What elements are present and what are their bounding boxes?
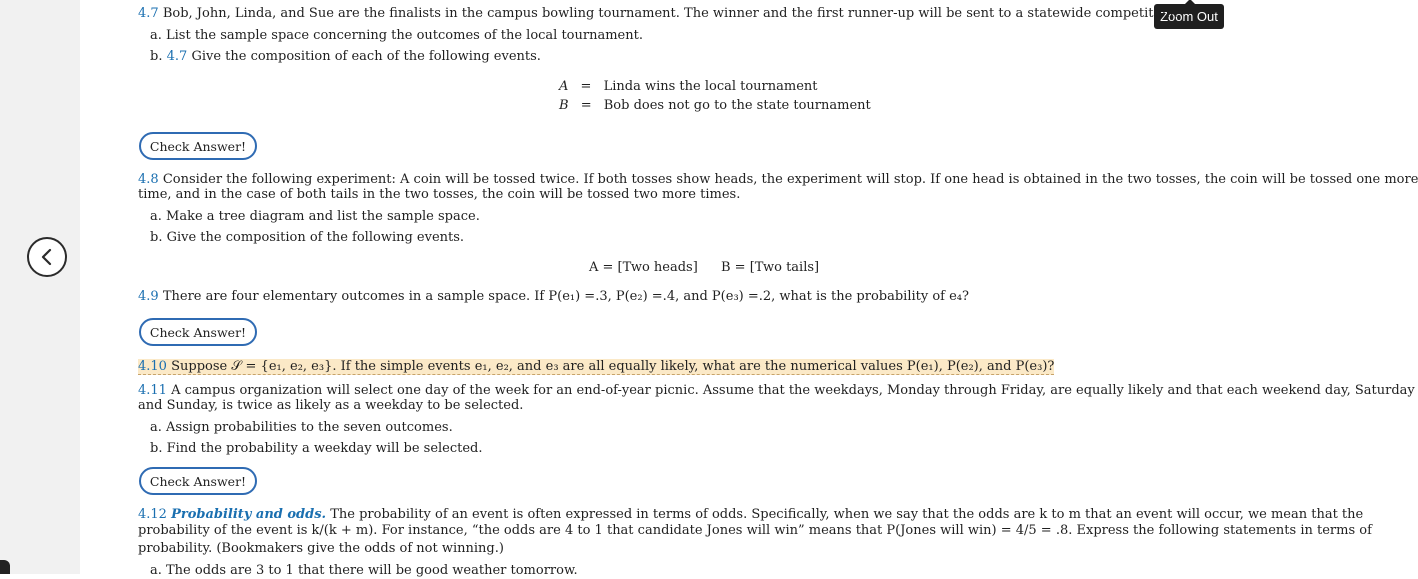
exercise-text: There are four elementary outcomes in a sample space. If P(e₁) =.3, P(e₂) =.4, and P(e₃) =.2, what is the probability of e₄? xyxy=(162,289,969,304)
back-button[interactable] xyxy=(27,237,67,277)
exercise-number[interactable]: 4.7 xyxy=(166,49,188,64)
exercise-number[interactable]: 4.11 xyxy=(138,383,167,398)
exercise-text: The probability of an event is often expressed in terms of odds. Specifically, when we say that the odds are k to m that an event will occur, we mean that the xyxy=(330,507,1364,522)
exercise-4-8-continued: time, and in the case of both tails in the two tosses, the coin will be tossed two more times. xyxy=(138,187,741,202)
event-text: Bob does not go to the state tournament xyxy=(603,98,871,113)
equals-sign: = xyxy=(580,79,592,94)
sidebar-corner xyxy=(0,560,10,574)
highlighted-text[interactable] xyxy=(138,359,1054,375)
exercise-4-9 xyxy=(138,289,969,305)
exercise-number[interactable]: 4.9 xyxy=(138,289,159,304)
exercise-4-8-part-b: b. Give the composition of the following events. xyxy=(150,230,465,245)
exercise-4-11 xyxy=(138,383,1415,399)
exercise-title: Probability and odds. xyxy=(171,507,327,522)
exercise-number[interactable]: 4.10 xyxy=(138,359,167,374)
exercise-text: Suppose 𝒮 = {e₁, e₂, e₃}. If the simple events e₁, e₂, and e₃ are all equally likely, what are the numerical values P(e₁), P(e₂), and P(e₃)? xyxy=(171,359,1055,374)
exercise-4-12-continued-2: probability. (Bookmakers give the odds of not winning.) xyxy=(138,541,504,556)
left-sidebar xyxy=(0,0,80,574)
exercise-text: A campus organization will select one day of the week for an end-of-year picnic. Assume that the weekdays, Monday through Friday, are equally likely and that each weekend day, Saturday xyxy=(171,383,1415,398)
event-b-two-tails: B = [Two tails] xyxy=(721,260,820,275)
exercise-number[interactable]: 4.8 xyxy=(138,172,159,187)
part-label: b. xyxy=(150,49,163,64)
exercise-number[interactable]: 4.12 xyxy=(138,507,167,522)
exercise-4-8-part-a: a. Make a tree diagram and list the sample space. xyxy=(150,209,480,224)
event-var: B xyxy=(559,98,569,113)
exercise-4-10 xyxy=(138,359,1054,375)
exercise-number[interactable]: 4.7 xyxy=(138,6,159,21)
event-a-definition xyxy=(559,79,818,94)
part-text: Give the composition of each of the following events. xyxy=(191,49,541,64)
check-answer-button[interactable]: Check Answer! xyxy=(139,132,257,160)
exercise-4-11-part-a: a. Assign probabilities to the seven outcomes. xyxy=(150,420,453,435)
exercise-4-8 xyxy=(138,172,1418,188)
check-answer-button[interactable]: Check Answer! xyxy=(139,318,257,346)
exercise-text: Consider the following experiment: A coin will be tossed twice. If both tosses show heads, the experiment will stop. If one head is obtained in the two tosses, the coin will be tossed one more xyxy=(162,172,1418,187)
exercise-4-7-part-a: a. List the sample space concerning the outcomes of the local tournament. xyxy=(150,28,643,43)
event-b-definition xyxy=(559,98,871,113)
check-answer-button[interactable]: Check Answer! xyxy=(139,467,257,495)
chevron-left-icon xyxy=(37,247,57,267)
exercise-4-7-part-b xyxy=(150,49,541,65)
exercise-4-12-continued: probability of the event is k/(k + m). For instance, “the odds are 4 to 1 that candidate Jones will win” means that P(Jones will win) = 4/5 = .8. Express the following statements in terms of xyxy=(138,523,1372,538)
exercise-4-12-part-a: a. The odds are 3 to 1 that there will be good weather tomorrow. xyxy=(150,563,578,578)
event-text: Linda wins the local tournament xyxy=(603,79,818,94)
zoom-out-button[interactable]: Zoom Out xyxy=(1154,4,1224,29)
exercise-4-11-continued: and Sunday, is twice as likely as a weekday to be selected. xyxy=(138,398,524,413)
event-var: A xyxy=(559,79,569,94)
exercise-4-7 xyxy=(138,6,1178,22)
exercise-4-11-part-b: b. Find the probability a weekday will be selected. xyxy=(150,441,483,456)
event-a-two-heads: A = [Two heads] xyxy=(589,260,698,275)
equals-sign: = xyxy=(580,98,592,113)
exercise-4-12 xyxy=(138,507,1363,523)
exercise-text: Bob, John, Linda, and Sue are the finalists in the campus bowling tournament. The winner and the first runner-up will be sent to a statewide competition. xyxy=(162,6,1178,21)
